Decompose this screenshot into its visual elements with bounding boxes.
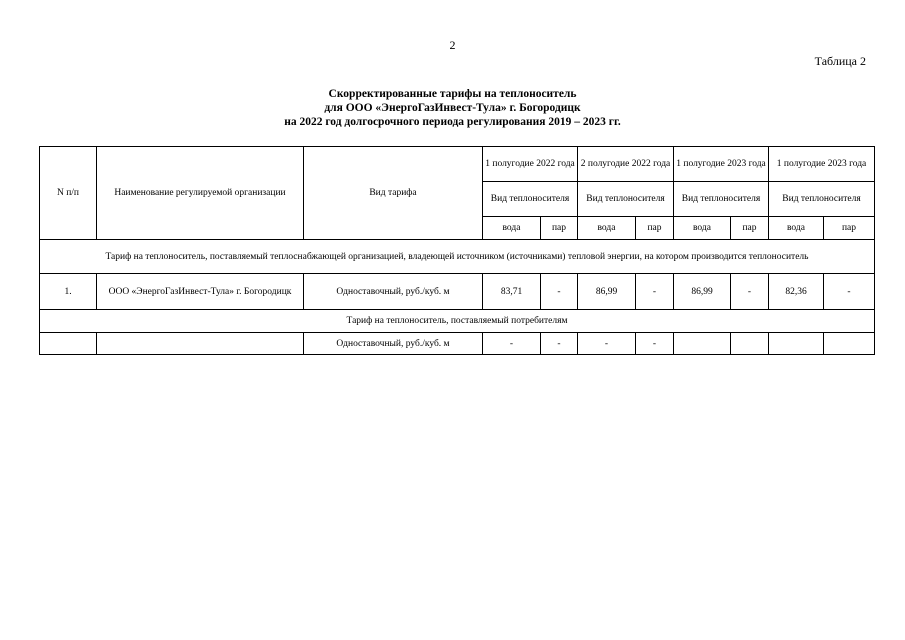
header-period: 2 полугодие 2022 года bbox=[578, 147, 674, 182]
section-row bbox=[40, 310, 875, 333]
row-number: 1. bbox=[40, 274, 97, 310]
header-carrier: Вид теплоносителя bbox=[483, 182, 578, 217]
header-carrier: Вид теплоносителя bbox=[769, 182, 875, 217]
tariff-value: - bbox=[578, 333, 636, 355]
header-water: вода bbox=[674, 217, 731, 240]
tariff-value: - bbox=[636, 333, 674, 355]
header-period: 1 полугодие 2023 года bbox=[769, 147, 875, 182]
header-steam: пар bbox=[731, 217, 769, 240]
header-water: вода bbox=[578, 217, 636, 240]
tariff-value: 86,99 bbox=[578, 274, 636, 310]
header-carrier: Вид теплоносителя bbox=[674, 182, 769, 217]
tariff-table bbox=[39, 146, 875, 355]
tariff-value: - bbox=[731, 274, 769, 310]
header-steam: пар bbox=[824, 217, 875, 240]
header-water: вода bbox=[769, 217, 824, 240]
tariff-value bbox=[731, 333, 769, 355]
tariff-value bbox=[824, 333, 875, 355]
title-line-1: Скорректированные тарифы на теплоноситель bbox=[328, 88, 577, 100]
tariff-value: - bbox=[636, 274, 674, 310]
tariff-value: - bbox=[824, 274, 875, 310]
page-number: 2 bbox=[449, 38, 456, 52]
header-water: вода bbox=[483, 217, 541, 240]
header-num: N п/п bbox=[40, 147, 97, 240]
header-tariff-type: Вид тарифа bbox=[304, 147, 483, 240]
row-number bbox=[40, 333, 97, 355]
section-heading: Тариф на теплоноситель, поставляемый теплоснабжающей организацией, владеющей источником (источниками) тепловой энергии, на котором производится теплоноситель bbox=[40, 240, 875, 274]
header-carrier: Вид теплоносителя bbox=[578, 182, 674, 217]
header-period: 1 полугодие 2023 года bbox=[674, 147, 769, 182]
table-row bbox=[40, 274, 875, 310]
tariff-type: Одноставочный, руб./куб. м bbox=[304, 333, 483, 355]
table-caption: Таблица 2 bbox=[814, 54, 866, 68]
tariff-value: - bbox=[483, 333, 541, 355]
tariff-type: Одноставочный, руб./куб. м bbox=[304, 274, 483, 310]
tariff-value: - bbox=[541, 333, 578, 355]
tariff-value bbox=[769, 333, 824, 355]
title-line-2: для ООО «ЭнергоГазИнвест-Тула» г. Богородицк bbox=[324, 102, 581, 114]
header-steam: пар bbox=[636, 217, 674, 240]
org-name bbox=[97, 333, 304, 355]
tariff-value: 82,36 bbox=[769, 274, 824, 310]
tariff-value bbox=[674, 333, 731, 355]
document-title bbox=[0, 87, 905, 129]
section-heading: Тариф на теплоноситель, поставляемый потребителям bbox=[40, 310, 875, 333]
table-row bbox=[40, 333, 875, 355]
header-row-periods bbox=[40, 147, 875, 182]
header-steam: пар bbox=[541, 217, 578, 240]
section-row bbox=[40, 240, 875, 274]
org-name: ООО «ЭнергоГазИнвест-Тула» г. Богородицк bbox=[97, 274, 304, 310]
tariff-value: 86,99 bbox=[674, 274, 731, 310]
tariff-value: - bbox=[541, 274, 578, 310]
header-org: Наименование регулируемой организации bbox=[97, 147, 304, 240]
title-line-3: на 2022 год долгосрочного периода регулирования 2019 – 2023 гг. bbox=[284, 116, 621, 128]
header-period: 1 полугодие 2022 года bbox=[483, 147, 578, 182]
tariff-value: 83,71 bbox=[483, 274, 541, 310]
